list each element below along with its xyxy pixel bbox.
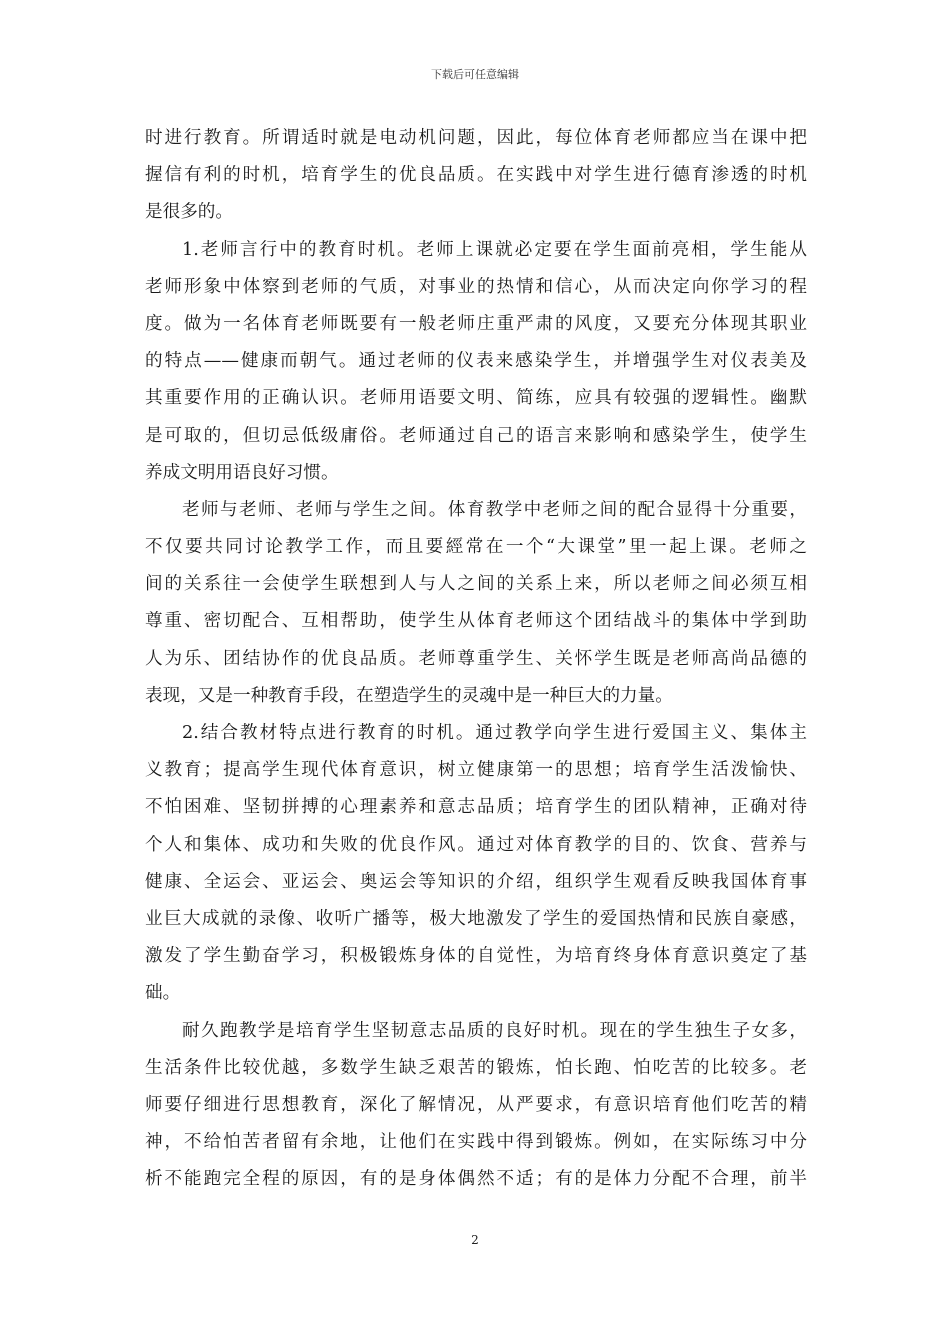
text-line: 义教育；提高学生现代体育意识，树立健康第一的思想；培育学生活泼愉快、 [145, 760, 807, 781]
text-line: 老师形象中体察到老师的气质，对事业的热情和信心，从而决定向你学习的程 [145, 276, 807, 297]
text-line: 度。做为一名体育老师既要有一般老师庄重严肃的风度，又要充分体现其职业 [145, 313, 807, 334]
text-line: 健康、全运会、亚运会、奥运会等知识的介绍，组织学生观看反映我国体育事 [145, 871, 807, 892]
text-line: 个人和集体、成功和失败的优良作风。通过对体育教学的目的、饮食、营养与 [145, 834, 807, 855]
text-line: 握信有利的时机，培育学生的优良品质。在实践中对学生进行德育渗透的时机 [145, 165, 807, 186]
text-line: 生活条件比较优越，多数学生缺乏艰苦的锻炼，怕长跑、怕吃苦的比较多。老 [145, 1057, 807, 1078]
page-header: 下载后可任意编辑 [431, 68, 519, 81]
text-line: 的特点——健康而朝气。通过老师的仪表来感染学生，并增强学生对仪表美及 [145, 351, 807, 372]
text-line: 析不能跑完全程的原因，有的是身体偶然不适；有的是体力分配不合理，前半 [145, 1169, 807, 1190]
text-line: 2.结合教材特点进行教育的时机。通过教学向学生进行爱国主义、集体主 [182, 723, 807, 743]
text-line: 是可取的，但切忌低级庸俗。老师通过自己的语言来影响和感染学生，使学生 [145, 425, 807, 446]
text-line: 间的关系往一会使学生联想到人与人之间的关系上来，所以老师之间必须互相 [145, 574, 807, 595]
text-line: 人为乐、团结协作的优良品质。老师尊重学生、关怀学生既是老师高尚品德的 [145, 648, 807, 669]
text-line: 业巨大成就的录像、收听广播等，极大地激发了学生的爱国热情和民族自豪感， [145, 908, 807, 929]
text-line: 养成文明用语良好习惯。 [145, 462, 339, 483]
page-number: 2 [471, 1233, 479, 1247]
text-line: 表现，又是一种教育手段，在塑造学生的灵魂中是一种巨大的力量。 [145, 685, 673, 706]
text-line: 师要仔细进行思想教育，深化了解情况，从严要求，有意识培育他们吃苦的精 [145, 1094, 807, 1115]
text-line: 础。 [145, 983, 181, 1004]
text-line: 神，不给怕苦者留有余地，让他们在实践中得到锻炼。例如，在实际练习中分 [145, 1132, 807, 1153]
text-line: 老师与老师、老师与学生之间。体育教学中老师之间的配合显得十分重要， [182, 499, 807, 520]
text-line: 其重要作用的正确认识。老师用语要文明、简练，应具有较强的逻辑性。幽默 [145, 388, 807, 409]
text-line: 不仅要共同讨论教学工作，而且要經常在一个“大课堂”里一起上课。老师之 [145, 537, 807, 558]
document-body [145, 120, 807, 1198]
text-line: 耐久跑教学是培育学生坚韧意志品质的良好时机。现在的学生独生子女多， [182, 1020, 807, 1041]
text-line: 不怕困难、坚韧拼搏的心理素养和意志品质；培育学生的团队精神，正确对待 [145, 797, 807, 818]
text-line: 激发了学生勤奋学习，积极锻炼身体的自觉性，为培育终身体育意识奠定了基 [145, 946, 807, 967]
text-line: 时进行教育。所谓适时就是电动机问题，因此，每位体育老师都应当在课中把 [145, 128, 807, 148]
text-line: 是很多的。 [145, 202, 233, 223]
text-line: 1.老师言行中的教育时机。老师上课就必定要在学生面前亮相，学生能从 [182, 239, 807, 260]
text-line: 尊重、密切配合、互相帮助，使学生从体育老师这个团结战斗的集体中学到助 [145, 611, 807, 632]
